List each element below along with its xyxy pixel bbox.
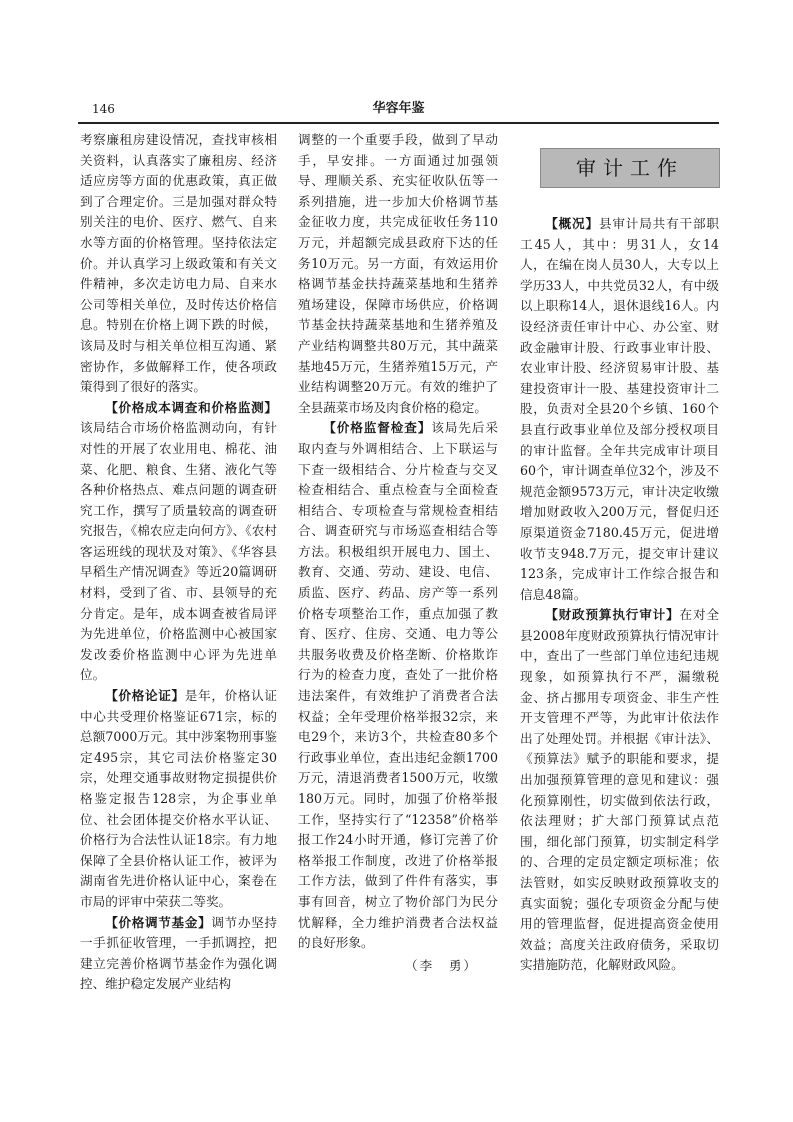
section-heading: 【价格调节基金】 — [105, 914, 212, 930]
paragraph — [80, 398, 277, 686]
paragraph — [80, 686, 277, 913]
column-right — [520, 214, 719, 976]
paragraph: 考察廉租房建设情况，查找审核相关资料，认真落实了廉租房、经济适应房等方面的优惠政策，真正做到了合理定价。三是加强对群众特别关注的电价、医疗、燃气、自来水等方面的价格管理。坚持依法定价。并认真学习上级政策和有关文件精神，多次走访电力局、自来水公司等相关单位，及时传达价格信息。特别在价格上调下跌的时候，该局及时与相关单位相互沟通、紧密协作，多做解释工作，使各项政策得到了很好的落实。 — [80, 132, 277, 395]
section-title-box — [540, 148, 720, 188]
paragraph-text: 该局先后采取内查与外调相结合、上下联运与下查一级相结合、分片检查与交叉检查相结合、重点检查与全面检查相结合、专项检查与常规检查相结合、调查研究与市场巡查相结合等方法。积极组织开展电力、国土、教育、交通、劳动、建设、电信、质监、医疗、药品、房产等一系列价格专项整治工作，重点加强了教育、医疗、住房、交通、电力等公共服务收费及价格垄断、价格欺诈行为的检查力度，查处了一批价格违法案件，有效维护了消费者合法权益；全年受理价格举报32宗，来电29个，来访3个，共检查80多个行政事业单位，查出违纪金额1700万元，清退消费者1500万元，收缴180万元。同时，加强了价格举报工作，坚持实行了“12358”价格举报工作24小时开通，修订完善了价格举报工作制度，改进了价格举报工作方法，做到了件件有落实，事事有回音，树立了物价部门为民分忧解释，全力维护消费者合法权益的良好形象。 — [298, 420, 499, 951]
paragraph — [298, 418, 498, 953]
page-header — [78, 100, 719, 120]
paragraph-text: 调节办坚持一手抓征收管理，一手抓调控，把建立完善价格调节基金作为强化调控、维护稳定发展产业结构 — [80, 914, 278, 992]
paragraph — [520, 605, 719, 976]
paragraph — [80, 913, 277, 995]
section-heading: 【财政预算执行审计】 — [545, 607, 680, 623]
paragraph-text: 在对全县2008年度财政预算执行情况审计中，查出了一些部门单位违纪违规现象，如预算执行不严，漏缴税金、挤占挪用专项资金、非生产性开支管理不严等，为此审计依法作出了处理处罚。并根据《审计法》、《预算法》赋予的职能和要求，提出加强预算管理的意见和建议：强化预算刚性，切实做到依法行政，依法理财；扩大部门预算试点范围，细化部门预算，切实制定科学的、合理的定员定额定项标准；依法管财，如实反映财政预算收支的真实面貌；强化专项资金分配与使用的管理监督，促进提高资金使用效益；高度关注政府债务，采取切实措施防范，化解财政风险。 — [520, 607, 720, 973]
header-rule — [78, 122, 719, 124]
column-left — [80, 130, 277, 995]
book-title: 华容年鉴 — [372, 101, 425, 116]
column-middle — [298, 130, 498, 976]
page-number: 146 — [92, 102, 115, 116]
paragraph-text: 是年，价格认证中心共受理价格鉴证671宗，标的总额7000万元。其中涉案物刑事鉴定495宗，其它司法价格鉴定30宗，处理交通事故财物定损提供价格鉴定报告128宗，为企事业单位、社会团体提交价格水平认证、价格行为合法性认证18宗。有力地保障了全县价格认证工作，被评为湖南省先进价格认证中心，案卷在市局的评审中荣获二等奖。 — [80, 688, 278, 909]
section-heading: 【价格成本调查和价格监测】 — [105, 399, 277, 415]
section-heading: 【价格论证】 — [105, 688, 185, 704]
paragraph — [520, 214, 719, 605]
section-title: 审计工作 — [576, 156, 684, 180]
section-heading: 【概况】 — [545, 216, 599, 231]
paragraph: 调整的一个重要手段，做到了早动手，早安排。一方面通过加强领导、理顺关系、充实征收队伍等一系列措施，进一步加大价格调节基金征收力度，共完成征收任务110万元，并超额完成县政府下达的任务10万元。另一方面，有效运用价格调节基金扶持蔬菜基地和生猪养殖场建设，保障市场供应，价格调节基金扶持蔬菜基地和生猪养殖及产业结构调整共80万元，其中蔬菜基地45万元，生猪养殖15万元，产业结构调整20万元。有效的维护了全县蔬菜市场及肉食价格的稳定。 — [298, 132, 498, 415]
paragraph-text: 该局结合市场价格监测动向，有针对性的开展了农业用电、棉花、油菜、化肥、粮食、生猪、液化气等各种价格热点、难点问题的调查研究工作，撰写了质量较高的调查研究报告，《棉农应走向何方》、《农村客运班线的现状及对策》、《华容县早稻生产情况调查》等近20篇调研材料，受到了省、市、县领导的充分肯定。是年，成本调查被省局评为先进单位，价格监测中心被国家发改委价格监测中心评为先进单位。 — [80, 420, 277, 683]
section-heading: 【价格监督检查】 — [323, 420, 432, 436]
paragraph-text: 县审计局共有干部职工45人，其中：男31人，女14人，在编在岗人员30人，大专以上学历33人，中共党员32人，有中级以上职称14人，退休退线16人。内设经济责任审计中心、办公室、财政金融审计股、行政事业审计股、农业审计股、经济贸易审计股、基建投资审计一股、基建投资审计二股，负责对全县20个乡镇、160个县直行政事业单位及部分授权项目的审计监督。全年共完成审计项目60个，审计调查单位32个，涉及不规范金额9573万元，审计决定收缴增加财政收入200万元，督促归还原渠道资金7180.45万元，促进增收节支948.7万元，提交审计建议123条，完成审计工作综合报告和信息48篇。 — [520, 216, 720, 602]
author-credit: （李 勇） — [405, 957, 478, 973]
